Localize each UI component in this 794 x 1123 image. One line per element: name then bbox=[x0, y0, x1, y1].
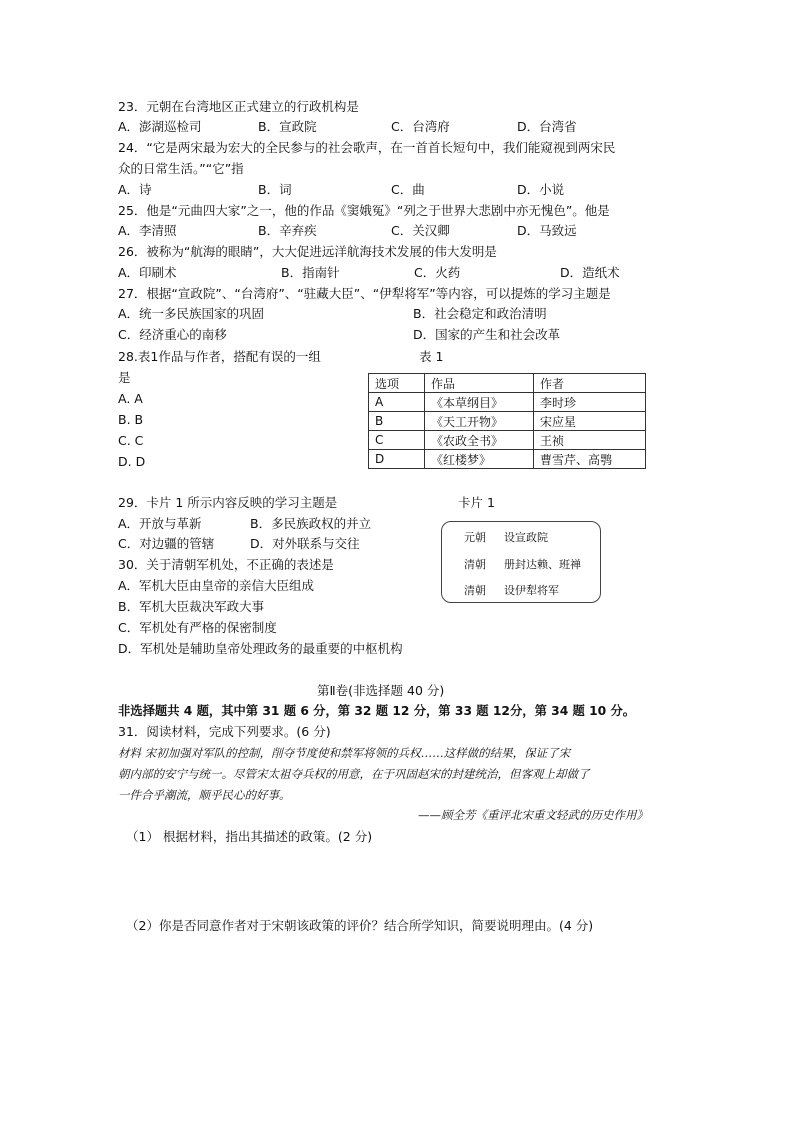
table-row bbox=[369, 393, 646, 412]
table-row bbox=[369, 431, 646, 450]
q24-stem-line1: 24．“它是两宋最为宏大的全民参与的社会歌声，在一首首长短句中，我们能窥视到两宋民 bbox=[118, 140, 616, 155]
table-cell: 李时珍 bbox=[534, 393, 646, 412]
q27-option-c: C．经济重心的南移 bbox=[118, 327, 227, 342]
q26-option-d: D．造纸术 bbox=[560, 265, 620, 280]
q30-option-b: B．军机大臣裁决军政大事 bbox=[118, 599, 265, 614]
q25-option-b: B．辛弃疾 bbox=[258, 223, 317, 238]
q31-sub-question-1: （1） 根据材料，指出其描述的政策。(2 分) bbox=[126, 829, 373, 844]
material-line-3: 一件合乎潮流，顺乎民心的好事。 bbox=[118, 788, 291, 802]
table-caption: 表 1 bbox=[419, 349, 444, 364]
table-cell: 宋应星 bbox=[534, 412, 646, 431]
q28-option-a: A. A bbox=[118, 391, 143, 406]
q29-option-b: B．多民族政权的并立 bbox=[250, 516, 372, 531]
q28-stem-line1: 28.表1作品与作者，搭配有误的一组 bbox=[118, 349, 321, 364]
q31-sub-question-2: （2）你是否同意作者对于宋朝该政策的评价？结合所学知识，简要说明理由。(4 分) bbox=[126, 918, 594, 933]
table-row bbox=[369, 412, 646, 431]
card-row bbox=[464, 531, 548, 545]
q23-option-c: C．台湾府 bbox=[391, 119, 450, 134]
q23-option-b: B．宣政院 bbox=[258, 119, 317, 134]
card-dynasty: 清朝 bbox=[464, 558, 486, 571]
section-title: 第Ⅱ卷(非选择题 40 分) bbox=[317, 683, 445, 698]
q30-stem: 30．关于清朝军机处，不正确的表述是 bbox=[118, 557, 334, 572]
q23-stem: 23．元朝在台湾地区正式建立的行政机构是 bbox=[118, 99, 359, 114]
q23-option-a: A．澎湖巡检司 bbox=[118, 119, 202, 134]
q27-option-a: A．统一多民族国家的巩固 bbox=[118, 306, 265, 321]
table-header-row bbox=[369, 374, 646, 393]
q29-stem: 29．卡片 1 所示内容反映的学习主题是 bbox=[118, 495, 338, 510]
card-event: 设宣政院 bbox=[504, 531, 548, 544]
q25-option-d: D．马致远 bbox=[517, 223, 577, 238]
q24-option-c: C．曲 bbox=[391, 182, 425, 197]
section-description: 非选择题共 4 题，其中第 31 题 6 分，第 32 题 12 分，第 33 题 12分，第 34 题 10 分。 bbox=[118, 704, 636, 718]
q29-option-a: A．开放与革新 bbox=[118, 516, 202, 531]
q29-option-d: D．对外联系与交往 bbox=[250, 536, 360, 551]
table-cell: 曹雪芹、高鹗 bbox=[534, 450, 646, 469]
q27-option-d: D．国家的产生和社会改革 bbox=[413, 327, 561, 342]
table-header-cell: 选项 bbox=[369, 374, 425, 393]
material-line-2: 朝内部的安宁与统一。尽管宋太祖夺兵权的用意，在于巩固赵宋的封建统治，但客观上却做了 bbox=[118, 767, 590, 781]
table-cell: B bbox=[369, 412, 425, 431]
q25-stem: 25．他是“元曲四大家”之一，他的作品《窦娥冤》“列之于世界大悲剧中亦无愧色”。他是 bbox=[118, 203, 610, 218]
q23-option-d: D．台湾省 bbox=[517, 119, 577, 134]
material-line-1: 材料 宋初加强对军队的控制，削夺节度使和禁军将领的兵权……这样做的结果，保证了宋 bbox=[118, 746, 571, 760]
table-header-cell: 作品 bbox=[425, 374, 534, 393]
q26-stem: 26．被称为“航海的眼睛”，大大促进远洋航海技术发展的伟大发明是 bbox=[118, 244, 497, 259]
table-cell: D bbox=[369, 450, 425, 469]
table-header-cell: 作者 bbox=[534, 374, 646, 393]
card-1 bbox=[441, 521, 601, 603]
card-row bbox=[464, 558, 581, 572]
card-event: 册封达赖、班禅 bbox=[504, 558, 581, 571]
q29-option-c: C．对边疆的管辖 bbox=[118, 536, 215, 551]
q30-option-c: C．军机处有严格的保密制度 bbox=[118, 620, 277, 635]
card-row bbox=[464, 584, 559, 598]
q24-stem-line2: 众的日常生活。”“它”指 bbox=[118, 161, 244, 176]
table-cell: C bbox=[369, 431, 425, 450]
card-event: 设伊犁将军 bbox=[504, 584, 559, 597]
material-source: ——顾全芳《重评北宋重文轻武的历史作用》 bbox=[418, 808, 648, 822]
table-cell: 《红楼梦》 bbox=[425, 450, 534, 469]
q25-option-a: A．李清照 bbox=[118, 223, 177, 238]
table-cell: 《本草纲目》 bbox=[425, 393, 534, 412]
table-cell: A bbox=[369, 393, 425, 412]
q28-option-b: B. B bbox=[118, 412, 144, 427]
table-row bbox=[369, 450, 646, 469]
card-dynasty: 元朝 bbox=[464, 531, 486, 544]
card-caption: 卡片 1 bbox=[458, 495, 495, 510]
table-cell: 《农政全书》 bbox=[425, 431, 534, 450]
q31-stem: 31．阅读材料，完成下列要求。(6 分) bbox=[118, 724, 331, 739]
q30-option-a: A．军机大臣由皇帝的亲信大臣组成 bbox=[118, 578, 315, 593]
q24-option-b: B．词 bbox=[258, 182, 292, 197]
q27-option-b: B．社会稳定和政治清明 bbox=[413, 306, 547, 321]
table-cell: 王祯 bbox=[534, 431, 646, 450]
table-cell: 《天工开物》 bbox=[425, 412, 534, 431]
q28-option-d: D. D bbox=[118, 454, 146, 469]
q26-option-c: C．火药 bbox=[414, 265, 461, 280]
q27-stem: 27．根据“宣政院”、“台湾府”、“驻藏大臣”、“伊犁将军”等内容，可以提炼的学习主题是 bbox=[118, 286, 611, 301]
q28-stem-line2: 是 bbox=[118, 370, 131, 385]
card-dynasty: 清朝 bbox=[464, 584, 486, 597]
q24-option-a: A．诗 bbox=[118, 182, 152, 197]
q25-option-c: C．关汉卿 bbox=[391, 223, 450, 238]
q24-option-d: D．小说 bbox=[517, 182, 565, 197]
works-authors-table bbox=[368, 373, 646, 469]
q30-option-d: D．军机处是辅助皇帝处理政务的最重要的中枢机构 bbox=[118, 641, 403, 656]
q26-option-a: A．印刷术 bbox=[118, 265, 177, 280]
q28-option-c: C. C bbox=[118, 433, 144, 448]
q26-option-b: B．指南针 bbox=[281, 265, 340, 280]
